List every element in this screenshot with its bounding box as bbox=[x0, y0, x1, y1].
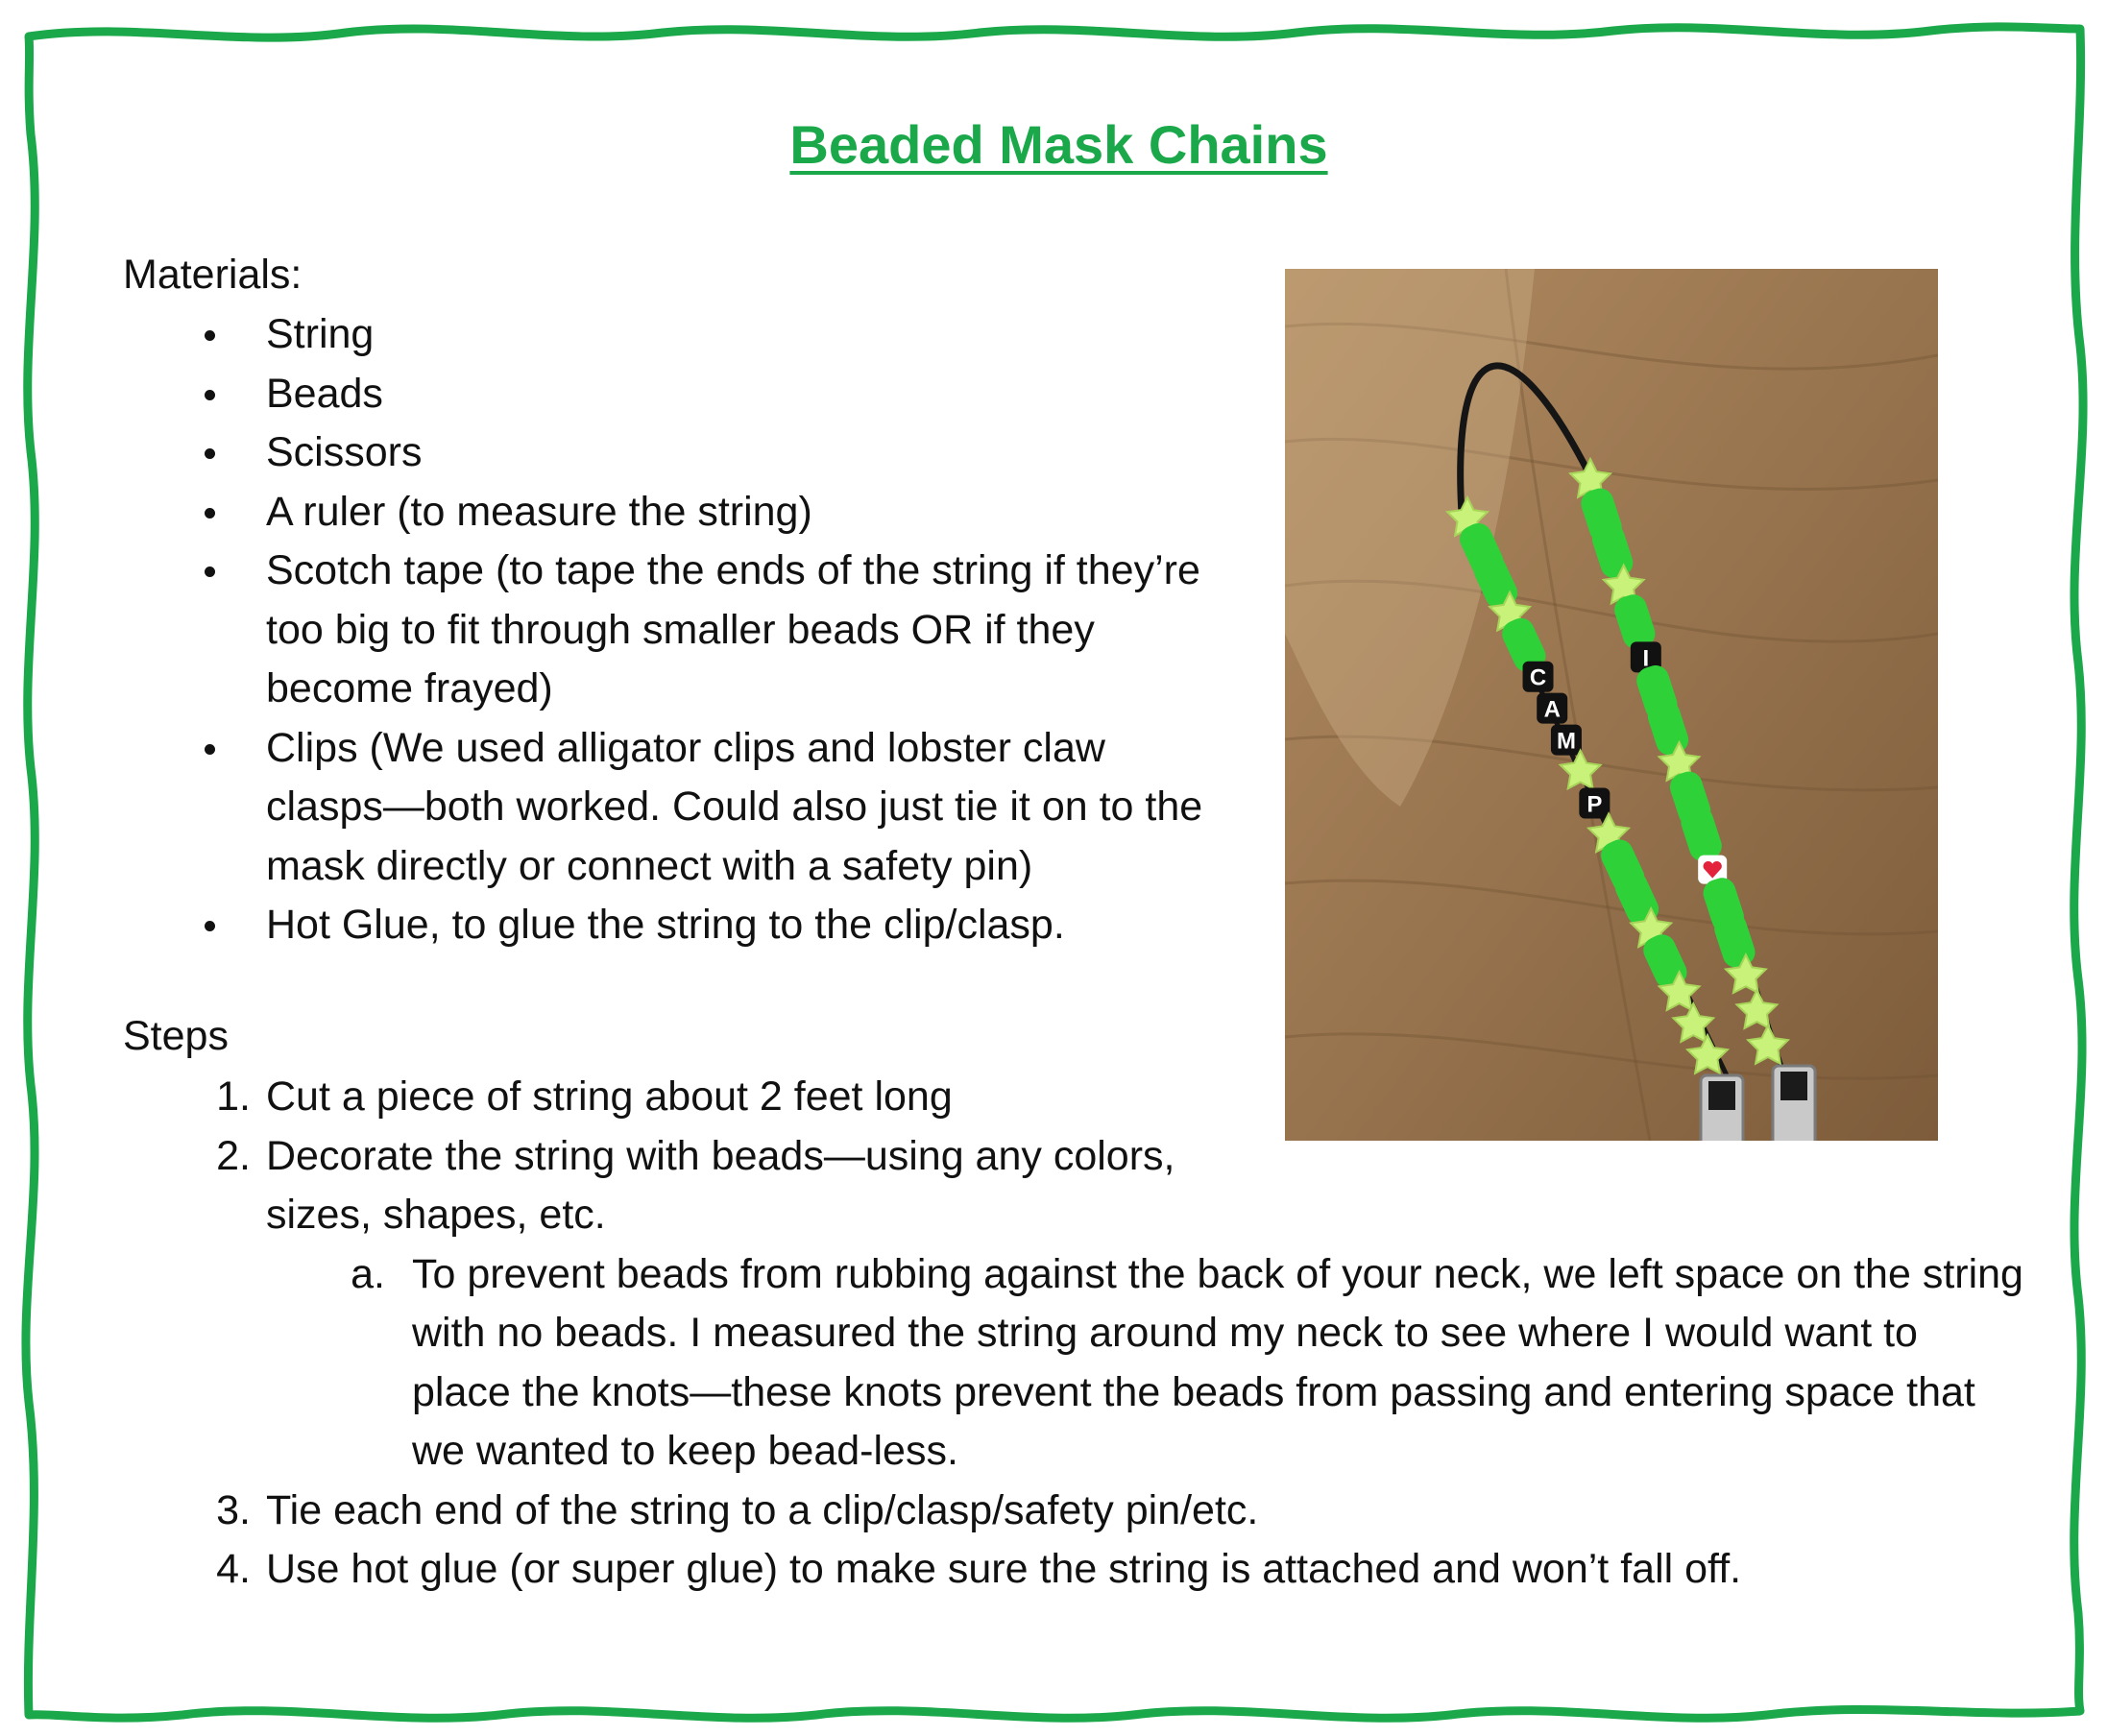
list-item: Hot Glue, to glue the string to the clip/clasp. bbox=[266, 896, 1226, 955]
materials-list bbox=[266, 305, 1226, 955]
letter-bead-text: A bbox=[1543, 696, 1561, 723]
letter-bead-text: I bbox=[1642, 645, 1650, 672]
letter-bead-text: P bbox=[1586, 791, 1603, 818]
step-item: 1. Cut a piece of string about 2 feet long bbox=[216, 1073, 953, 1120]
list-item: Clips (We used alligator clips and lobster claw clasps—both worked. Could also just tie it on to the mask directly or connect with a safety pin) bbox=[266, 719, 1226, 897]
clip-top bbox=[1780, 1072, 1807, 1100]
bullet-icon bbox=[205, 390, 215, 400]
step-item: 3. Tie each end of the string to a clip/clasp/safety pin/etc. bbox=[216, 1486, 1259, 1533]
sub-step-item: a. To prevent beads from rubbing against the back of your neck, we left space on the string with no beads. I measured the string around my neck to see where I would want to place the knots—these knots prevent the beads from passing and entering space that we wanted to keep bead-less. bbox=[351, 1250, 2023, 1474]
list-item: Scotch tape (to tape the ends of the string if they’re too big to fit through smaller beads OR if they become frayed) bbox=[266, 542, 1226, 719]
bullet-icon bbox=[205, 508, 215, 518]
list-item: String bbox=[266, 305, 1226, 365]
bullet-icon bbox=[205, 567, 215, 577]
clip-top bbox=[1708, 1081, 1735, 1110]
bullet-icon bbox=[205, 921, 215, 931]
list-item: Beads bbox=[266, 365, 1226, 424]
list-item: Scissors bbox=[266, 423, 1226, 483]
steps-list bbox=[216, 1068, 2023, 1600]
step-item: 2. Decorate the string with beads—using any colors, sizes, shapes, etc. bbox=[216, 1132, 1175, 1238]
letter-bead-text: M bbox=[1556, 728, 1576, 755]
bullet-icon bbox=[205, 448, 215, 459]
bullet-icon bbox=[205, 330, 215, 341]
mask-chain-photo bbox=[1285, 269, 1938, 1141]
steps-heading: Steps bbox=[123, 1013, 229, 1059]
step-item: 4. Use hot glue (or super glue) to make sure the string is attached and won’t fall off. bbox=[216, 1546, 1742, 1592]
bullet-icon bbox=[205, 744, 215, 755]
list-item: A ruler (to measure the string) bbox=[266, 483, 1226, 542]
document-title: Beaded Mask Chains bbox=[789, 114, 1328, 175]
materials-heading: Materials: bbox=[123, 252, 303, 298]
letter-bead-text: C bbox=[1529, 664, 1547, 691]
